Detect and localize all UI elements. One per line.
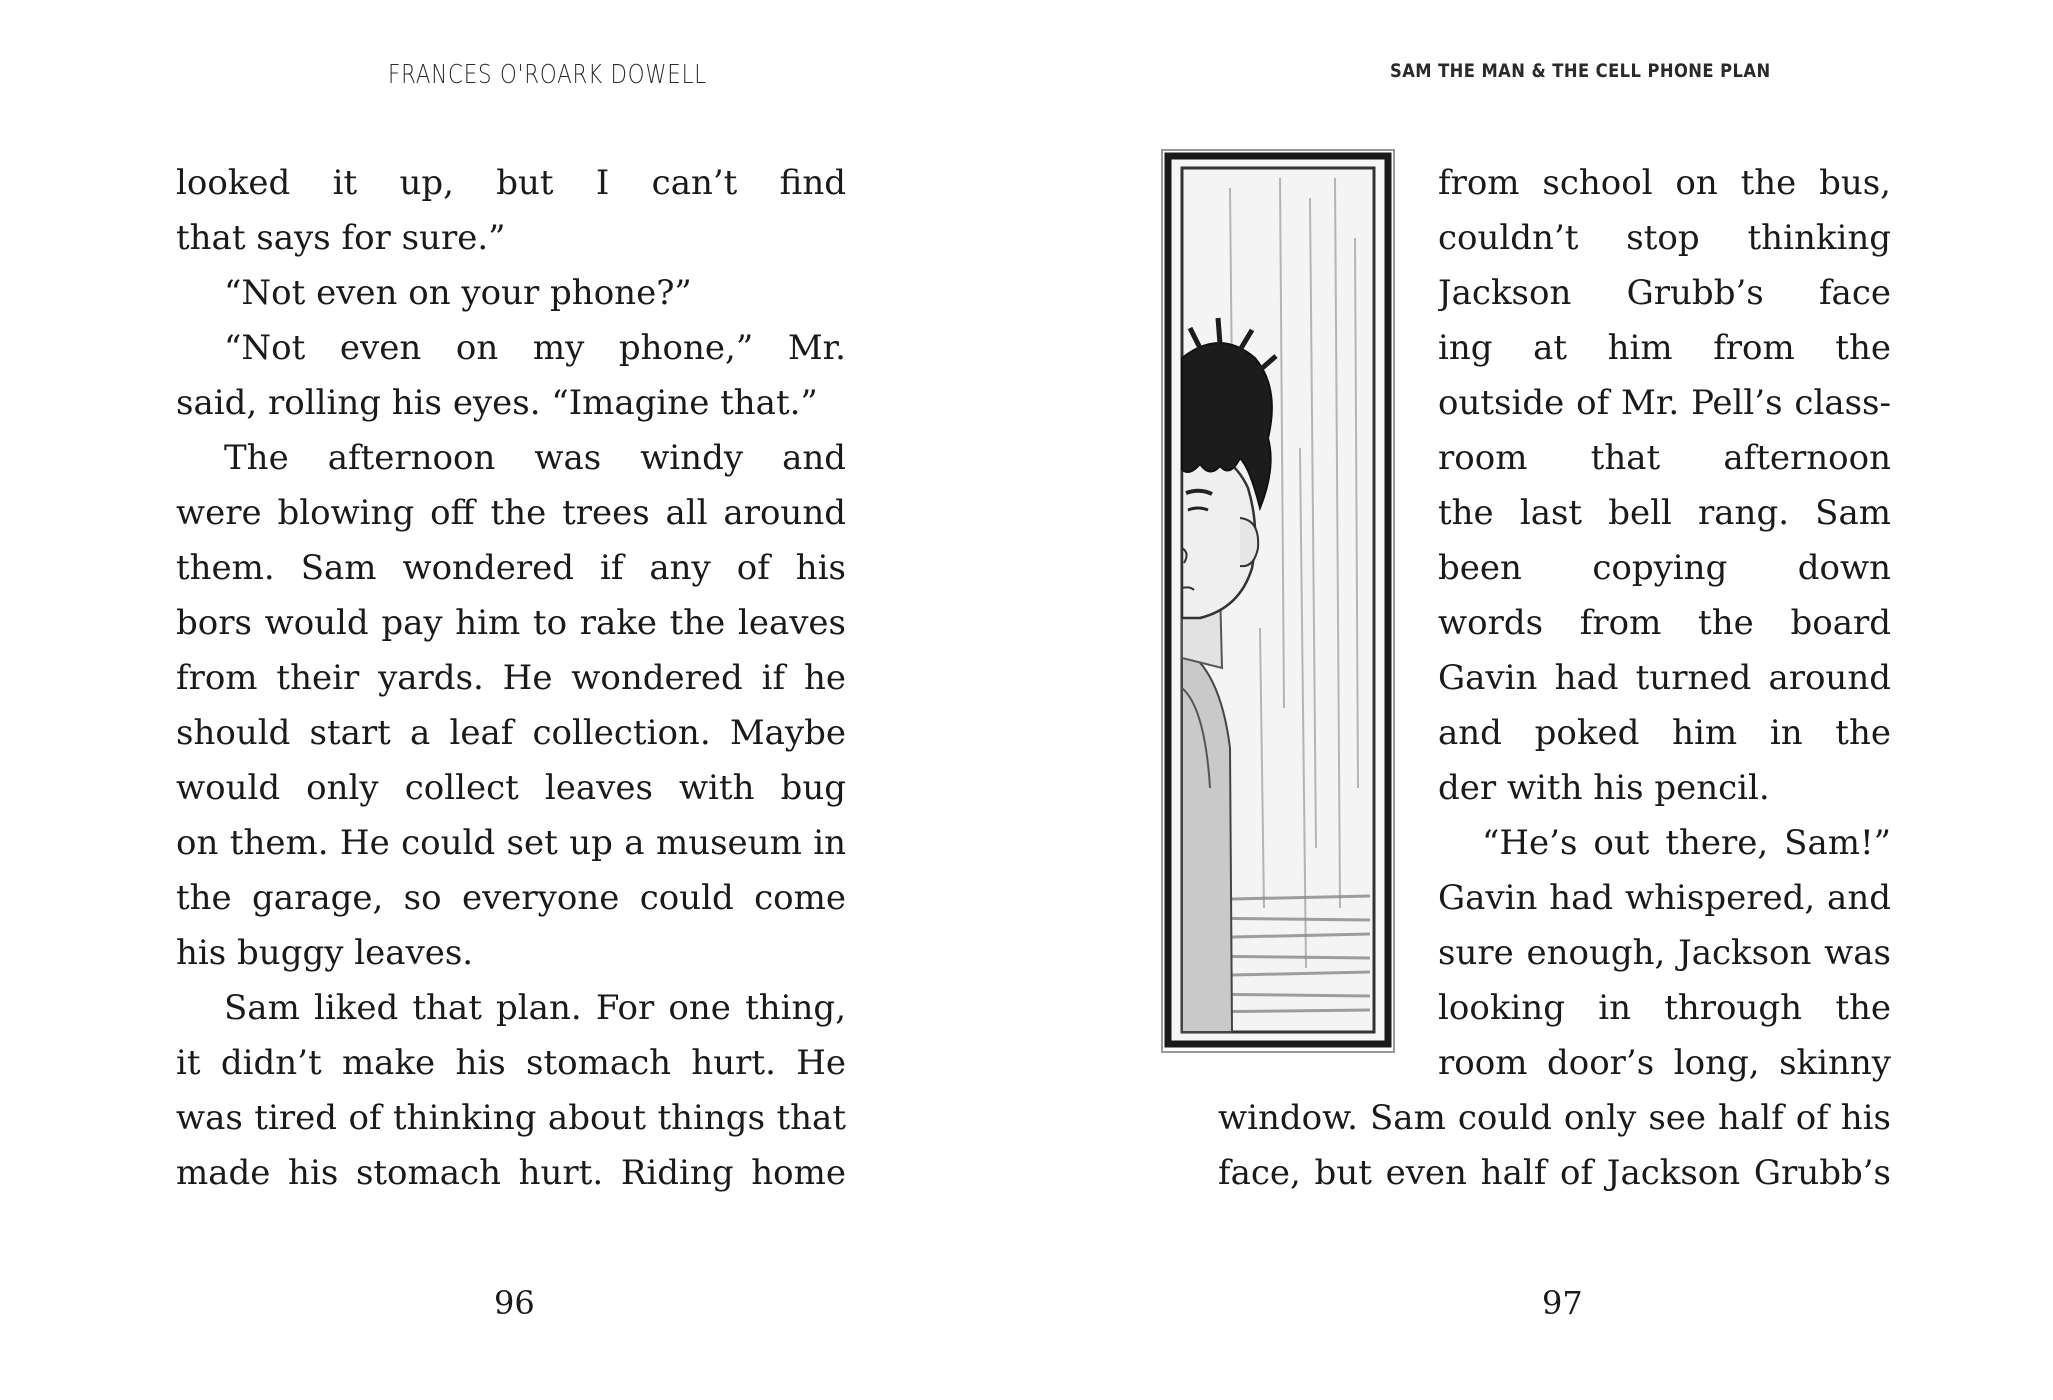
text-line: the garage, so everyone could come — [176, 878, 846, 918]
text-line: “Not even on your phone?” — [224, 273, 692, 313]
page-number: 96 — [494, 1284, 535, 1322]
text-line: couldn’t stop thinking — [1438, 218, 1891, 258]
text-line: face, but even half of Jackson Grubb’s — [1218, 1153, 1891, 1193]
text-line: on them. He could set up a museum in — [176, 823, 846, 863]
text-line: and poked him in the — [1438, 713, 1891, 753]
text-line: should start a leaf collection. Maybe — [176, 713, 846, 753]
text-line: been copying down — [1438, 548, 1891, 588]
text-line: from their yards. He wondered if he — [176, 658, 846, 698]
text-line: “He’s out there, Sam!” — [1482, 823, 1891, 863]
text-line: window. Sam could only see half of his — [1218, 1098, 1891, 1138]
text-line: sure enough, Jackson was — [1438, 933, 1891, 973]
text-line: Gavin had whispered, and — [1438, 878, 1891, 918]
text-line: Gavin had turned around — [1438, 658, 1891, 698]
text-line: the last bell rang. Sam — [1438, 493, 1891, 533]
text-line: looking in through the — [1438, 988, 1891, 1028]
text-line: would only collect leaves with bug — [176, 768, 846, 808]
text-line: ing at him from the — [1438, 328, 1891, 368]
text-line: was tired of thinking about things that — [176, 1098, 846, 1138]
text-line: looked it up, but I can’t find — [176, 163, 846, 203]
text-line: from school on the bus, — [1438, 163, 1891, 203]
text-line: were blowing off the trees all around — [176, 493, 846, 533]
text-line: “Not even on my phone,” Mr. — [224, 328, 846, 368]
text-line: his buggy leaves. — [176, 933, 474, 973]
author-running-head: FRANCES O'ROARK DOWELL — [388, 60, 707, 90]
left-page — [0, 0, 1026, 1400]
text-line: Jackson Grubb’s face — [1438, 273, 1891, 313]
text-line: said, rolling his eyes. “Imagine that.” — [176, 383, 818, 423]
text-line: The afternoon was windy and — [224, 438, 846, 478]
text-line: room that afternoon — [1438, 438, 1891, 478]
title-running-head: SAM THE MAN & THE CELL PHONE PLAN — [1390, 60, 1771, 82]
text-line: bors would pay him to rake the leaves — [176, 603, 846, 643]
text-line: words from the board — [1438, 603, 1891, 643]
page-number: 97 — [1542, 1284, 1583, 1322]
boy-peeking-illustration — [1160, 148, 1398, 1054]
text-line: der with his pencil. — [1438, 768, 1770, 808]
text-line: outside of Mr. Pell’s class- — [1438, 383, 1891, 423]
text-line: Sam liked that plan. For one thing, — [224, 988, 846, 1028]
text-line: it didn’t make his stomach hurt. He — [176, 1043, 846, 1083]
text-line: that says for sure.” — [176, 218, 506, 258]
text-line: them. Sam wondered if any of his — [176, 548, 846, 588]
text-line: made his stomach hurt. Riding home — [176, 1153, 846, 1193]
text-line: room door’s long, skinny — [1438, 1043, 1891, 1083]
